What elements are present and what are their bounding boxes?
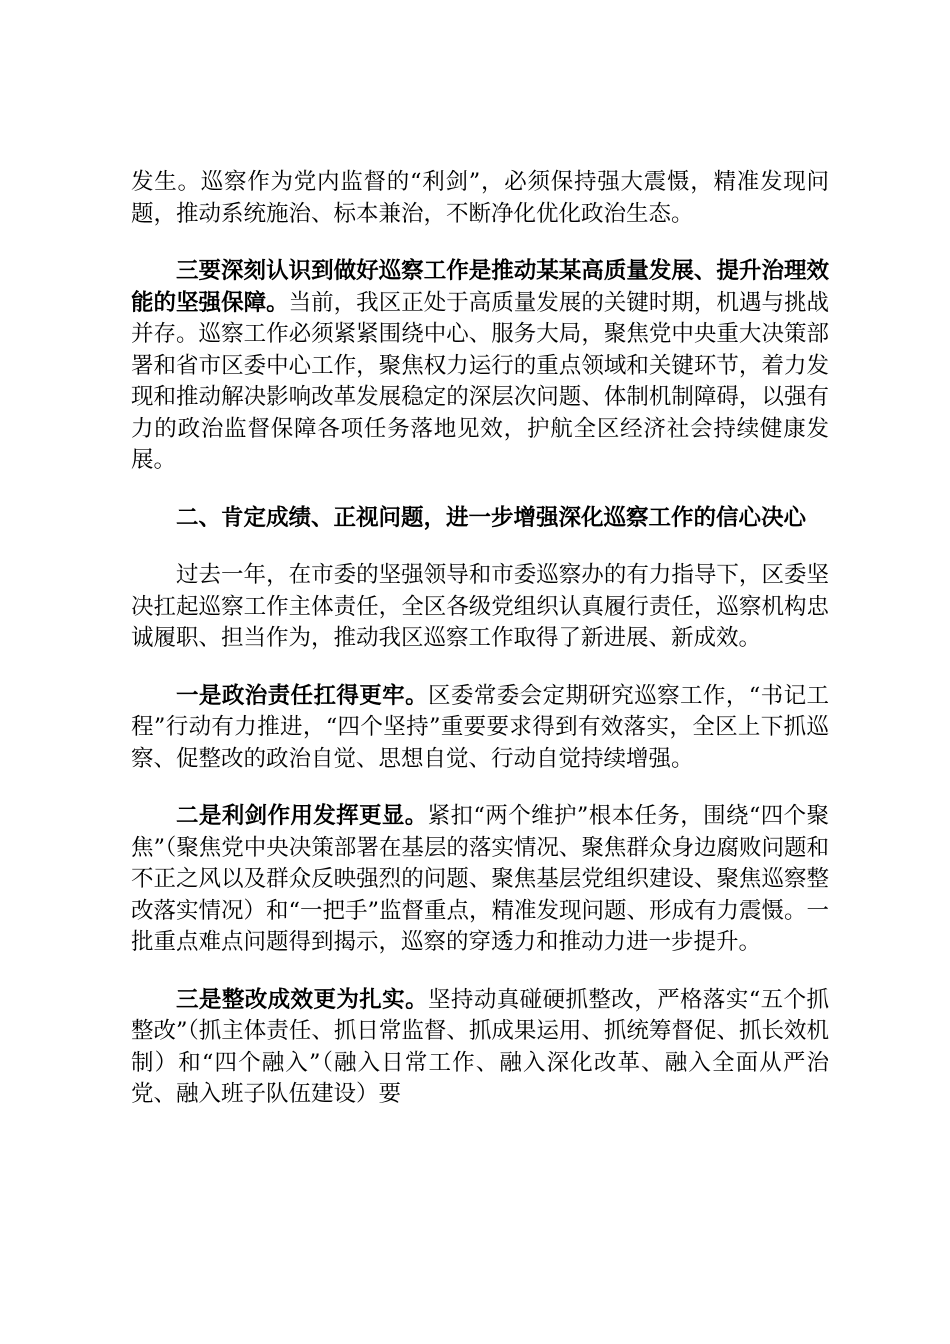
section-heading-text: 二、肯定成绩、正视问题，进一步增强深化巡察工作的信心决心	[176, 504, 807, 531]
paragraph-achievement-two	[131, 801, 829, 959]
paragraph-lead: 三要深刻认识到做好巡察工作是推动某某高质量发展、提升治理效能的坚强保障。	[131, 258, 829, 316]
section-heading	[131, 503, 829, 535]
paragraph-continuation	[131, 167, 829, 230]
paragraph-text: 坚持动真碰硬抓整改，严格落实“五个抓整改”（抓主体责任、抓日常监督、抓成果运用、抓统筹督促、抓长效机制）和“四个融入”（融入日常工作、融入深化改革、融入全面从严治党、融入班子队伍建设）要	[131, 986, 829, 1107]
paragraph-text: 区委常委会定期研究巡察工作，“书记工程”行动有力推进，“四个坚持”重要要求得到有效落实，全区上下抓巡察、促整改的政治自觉、思想自觉、行动自觉持续增强。	[131, 682, 829, 772]
paragraph-achievement-one	[131, 681, 829, 776]
document-page	[131, 167, 829, 1137]
paragraph-point-three	[131, 256, 829, 477]
paragraph-text: 发生。巡察作为党内监督的“利剑”，必须保持强大震慑，精准发现问题，推动系统施治、标本兼治，不断净化优化政治生态。	[131, 169, 829, 227]
paragraph-review	[131, 560, 829, 655]
paragraph-text: 紧扣“两个维护”根本任务，围绕“四个聚焦”（聚焦党中央决策部署在基层的落实情况、聚焦群众身边腐败问题和不正之风以及群众反映强烈的问题、聚焦基层党组织建设、聚焦巡察整改落实情况）和“一把手”监督重点，精准发现问题、形成有力震慑。一批重点难点问题得到揭示，巡察的穿透力和推动力进一步提升。	[131, 803, 830, 955]
paragraph-lead: 二是利剑作用发挥更显。	[176, 803, 428, 829]
paragraph-lead: 一是政治责任扛得更牢。	[176, 682, 429, 709]
paragraph-text: 过去一年，在市委的坚强领导和市委巡察办的有力指导下，区委坚决扛起巡察工作主体责任，全区各级党组织认真履行责任，巡察机构忠诚履职、担当作为，推动我区巡察工作取得了新进展、新成效。	[131, 562, 829, 651]
paragraph-lead: 三是整改成效更为扎实。	[176, 986, 429, 1013]
paragraph-achievement-three	[131, 985, 829, 1111]
paragraph-text: 当前，我区正处于高质量发展的关键时期，机遇与挑战并存。巡察工作必须紧紧围绕中心、服务大局，聚焦党中央重大决策部署和省市区委中心工作，聚焦权力运行的重点领域和关键环节，着力发现和推动解决影响改革发展稳定的深层次问题、体制机制障碍，以强有力的政治监督保障各项任务落地见效，护航全区经济社会持续健康发展。	[131, 289, 829, 473]
